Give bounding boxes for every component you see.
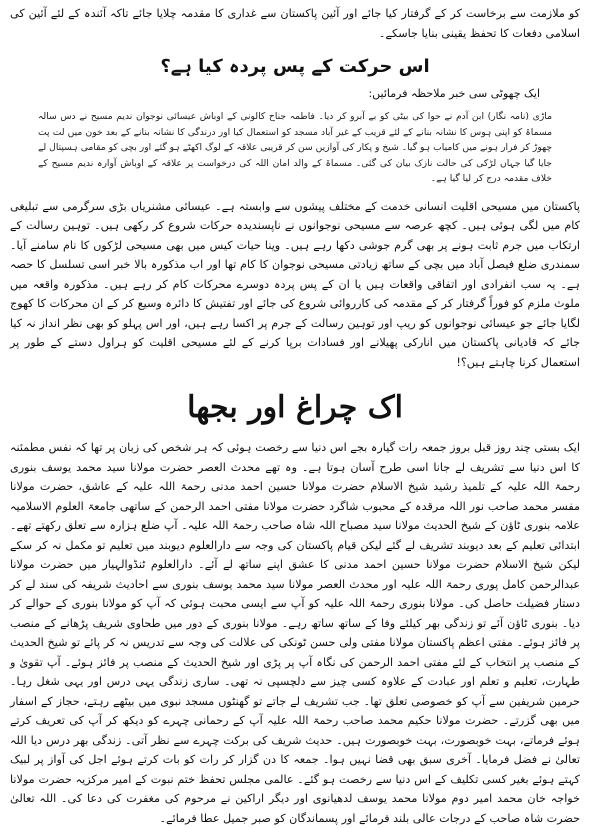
news-lead-line: ایک چھوٹی سی خبر ملاحظہ فرمائیں: [368,87,540,100]
intro-paragraph: کو ملازمت سے برخاست کر کے گرفتار کیا جائے اور آئین پاکستان سے غداری کا مقدمہ چلایا جائے تاکہ آئندہ کے لئے آئین کی اسلامی دفعات کا تحفظ یقینی بنایا جاسکے۔ [10,7,580,40]
news-quote: ماڑی (نامہ نگار) ابن آدم نے حوا کی بیٹی کو بے آبرو کر دیا۔ فاطمہ جناح کالونی کے اوباش عیسائی نوجوان ندیم مسیح نے دس سالہ مسماۃ کو اپنی ہوس کا نشانہ بنانے کے لئے قریب کے غیر آباد مسجد کو استعمال کیا اور درندگی کا نشانہ بنانے کے بعد خون میں لت پت چھوڑ کر فرار ہونے میں کامیاب ہو گیا۔ شیخ و پکار کی آوازیں سن کر قریبی علاقہ کے لوگ اکھٹے ہو گئے اور بچی کو مقامی ہسپتال لے جایا گیا جہاں لڑکی کی حالت نازک بیان کی گئی۔ مسماۃ کے والد امان اللہ کی درخواست پر علاقہ کے اوباش آوارہ ندیم مسیح کے خلاف مقدمہ درج کر لیا گیا ہے۔ [38,111,552,184]
obituary-paragraph: ایک بستی چند روز قبل بروز جمعہ رات گیارہ بجے اس دنیا سے رخصت ہوئی کہ ہر شخص کی زبان پر تھا کہ نفس مطمئنہ کا اس دنیا سے تشریف لے جانا اسی طرح آسان ہوتا ہے۔ وہ تھے محدث العصر حضرت مولانا سید محمد یوسف بنوری رحمۃ اللہ علیہ کے تلمیذ رشید شیخ الاسلام حضرت مولانا حسین احمد مدنی رحمۃ اللہ علیہ کے عاشق، حضرت مولانا مفسر محمد صاحب نور اللہ مرقدہ کے محبوب شاگرد حضرت مولانا مفتی احمد الرحمن کے ساتھی جامعۃ العلوم الاسلامیہ علامہ بنوری ٹاؤن کے شیخ الحدیث مولانا سید مصباح اللہ شاہ صاحب رحمۃ اللہ علیہ۔ آپ ضلع ہزارہ سے تعلق رکھتے تھے۔ ابتدائی تعلیم کے بعد دیوبند تشریف لے گئے لیکن قیام پاکستان کی وجہ سے دارالعلوم دیوبند میں تعلیم تو مکمل نہ کر سکے لیکن شیخ الاسلام حضرت مولانا حسین احمد مدنی کا عشق اپنے ساتھ لے آئے۔ دارالعلوم ٹنڈوالہیار میں حضرت مولانا عبدالرحمن کامل پوری رحمۃ اللہ علیہ اور محدث العصر مولانا سید محمد یوسف بنوری سے احادیث شریفہ کی سند لے کر دستار فضیلت حاصل کی۔ مولانا بنوری رحمۃ اللہ علیہ کو آپ سے ایسی محبت ہوئی کہ آپ کو مولانا بنوری کے حوالے کر دیا۔ بنوری ٹاؤن آئے تو زندگی بھر کیلئے وفا کے ساتھ ساتھ رہے۔ مولانا بنوری کے دور میں طحاوی شریف پڑھانے کے منصب پر فائز ہوئے۔ مفتی اعظم پاکستان مولانا مفتی ولی حسن ٹونکی کی علالت کی وجہ سے تدریس نہ کر پائے تو شیخ الحدیث کے منصب پر انتخاب کے لئے مفتی احمد الرحمن کی نگاہ آپ پر پڑی اور شیخ الحدیث کے منصب پر فائز ہوئے۔ آپ تقویٰ و طہارت، تعلیم و تعلم اور عبادت کے علاوہ کسی چیز سے دلچسپی نہ تھی۔ ساری زندگی یہی درس اور یہی شغل رہا۔ حرمین شریفین سے آپ کو خصوصی تعلق تھا۔ جب تشریف لے جاتے تو گھنٹوں مسجد نبوی میں بیٹھے رہتے، حجاز کے اسفار میں بھی گزرتے۔ حضرت مولانا حکیم محمد صاحب رحمۃ اللہ علیہ آپ کے رحمانی چہرے کو دیکھ کر آپ کی تعریف کرتے ہوئے فرماتے، بہت خوبصورت، بہت خوبصورت ہیں۔ حدیث شریف کی برکت چہرے سے نظر آتی۔ زندگی بھر درس دیا اللہ تعالیٰ نے فضل فرمایا۔ آخری سبق بھی قضا نہیں ہوا۔ جمعہ کا دن گزار کر رات کو بات کرتے ہوئے اجل کی آواز پر لبیک کہتے ہوئے بغیر کسی تکلیف کے اس دنیا سے رخصت ہو گئے۔ عالمی مجلس تحفظ ختم نبوت کے امیر مرکزیہ حضرت مولانا خواجہ خان محمد امیر دوم مولانا محمد یوسف لدھیانوی اور دیگر اراکین نے مرحوم کی مغفرت کی دعا کی۔ اللہ تعالیٰ حضرت شاہ صاحب کے درجات عالی بلند فرمائے اور پسماندگان کو صبر جمیل عطا فرمائے۔ [10,441,580,825]
analysis-paragraph: پاکستان میں مسیحی اقلیت انسانی خدمت کے مختلف پیشوں سے وابستہ ہے۔ عیسائی مشنریاں بڑی سرگرمی سے تبلیغی کام میں لگی ہوئی ہیں۔ کچھ عرصہ سے مسیحی نوجوانوں نے ناپسندیدہ حرکات شروع کر رکھی ہیں۔ توہین رسالت کے ارتکاب میں جرم ثابت ہونے پر بھی گرم جوشی دکھا رہے ہیں۔ وینا حیات کیس میں بھی مسیحی لڑکوں کا نام سامنے آیا۔ سمندری ضلع فیصل آباد میں بچی کے ساتھ زیادتی مسیحی نوجوان کا کام تھا اور اب مذکورہ بالا خبر اسی تسلسل کا حصہ ہے۔ یہ سب انفرادی اور اتفاقی واقعات ہیں یا ان کے پس پردہ دوسرے محرکات کام کر رہے ہیں۔ مذکورہ واقعہ میں ملوث ملزم کو فوراً گرفتار کر کے مقدمہ کی کارروائی شروع کی جائے اور تفتیش کا دائرہ وسیع کر کے ان محرکات کا کھوج لگایا جائے جو عیسائی نوجوانوں کو ریپ اور توہین رسالت کے جرم پر اکسا رہے ہیں، اور اس پہلو کو بھی نظر انداز نہ کیا جائے کہ قادیانی پاکستان میں انارکی پھیلانے اور فسادات برپا کرنے کے لئے مسیحی اقلیت کو ہراول دستے کے طور پر استعمال کرنا چاہتے ہیں؟! [10,199,580,369]
section-heading-1: اس حرکت کے پس پردہ کیا ہے؟ [160,56,430,77]
obituary-heading: اک چراغ اور بجھا [187,390,403,425]
